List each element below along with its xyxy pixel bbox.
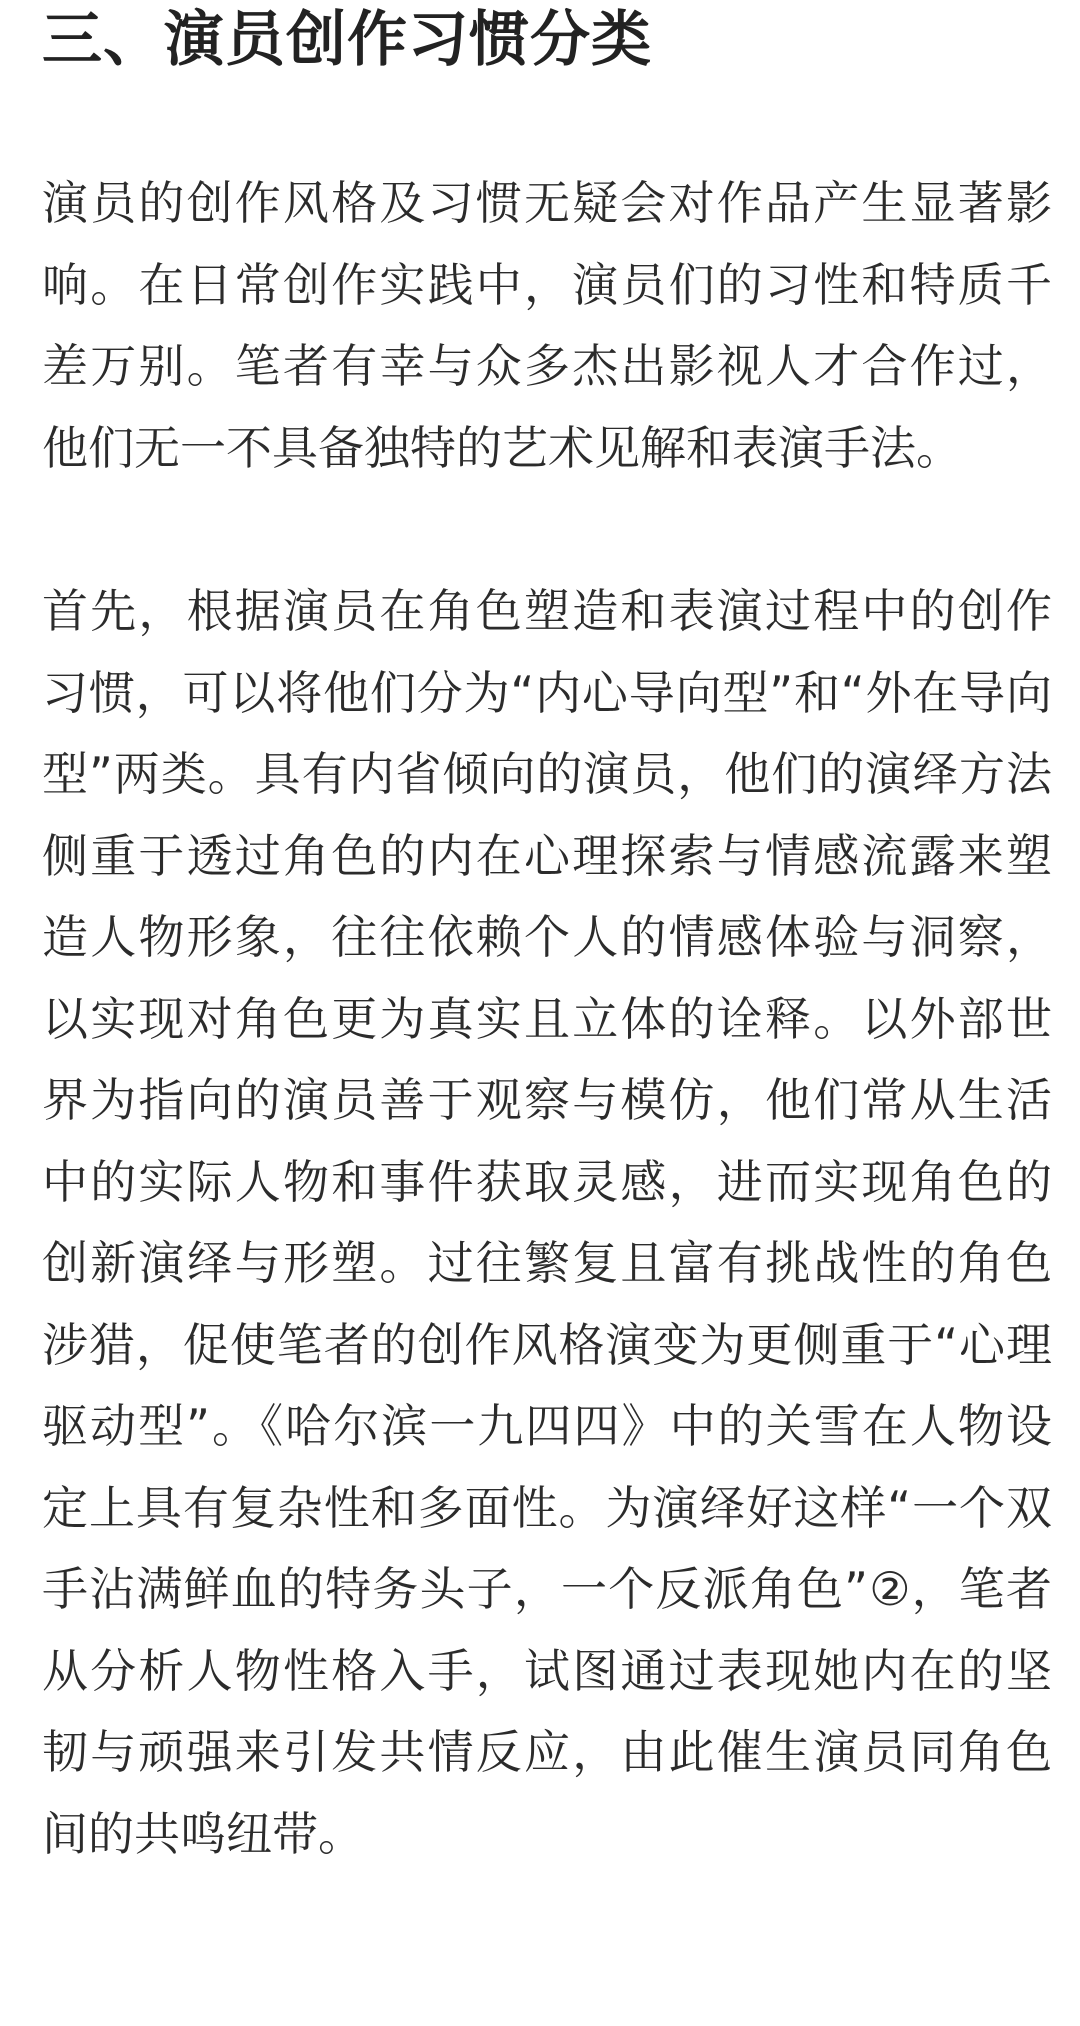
article-body bbox=[42, 0, 1052, 1875]
paragraph-classification: 首先，根据演员在角色塑造和表演过程中的创作习惯，可以将他们分为“内心导向型”和“外在导向型”两类。具有内省倾向的演员，他们的演绎方法侧重于透过角色的内在心理探索与情感流露来塑造人物形象，往往依赖个人的情感体验与洞察，以实现对角色更为真实且立体的诠释。以外部世界为指向的演员善于观察与模仿，他们常从生活中的实际人物和事件获取灵感，进而实现角色的创新演绎与形塑。过往繁复且富有挑战性的角色涉猎，促使笔者的创作风格演变为更侧重于“心理驱动型”。《哈尔滨一九四四》中的关雪在人物设定上具有复杂性和多面性。为演绎好这样“一个双手沾满鲜血的特务头子，一个反派角色”②，笔者从分析人物性格入手，试图通过表现她内在的坚韧与顽强来引发共情反应，由此催生演员同角色间的共鸣纽带。 bbox=[42, 584, 1052, 1861]
paragraph-intro: 演员的创作风格及习惯无疑会对作品产生显著影响。在日常创作实践中，演员们的习性和特质千差万别。笔者有幸与众多杰出影视人才合作过，他们无一不具备独特的艺术见解和表演手法。 bbox=[42, 176, 1052, 475]
section-heading: 三、演员创作习惯分类 bbox=[42, 5, 652, 75]
